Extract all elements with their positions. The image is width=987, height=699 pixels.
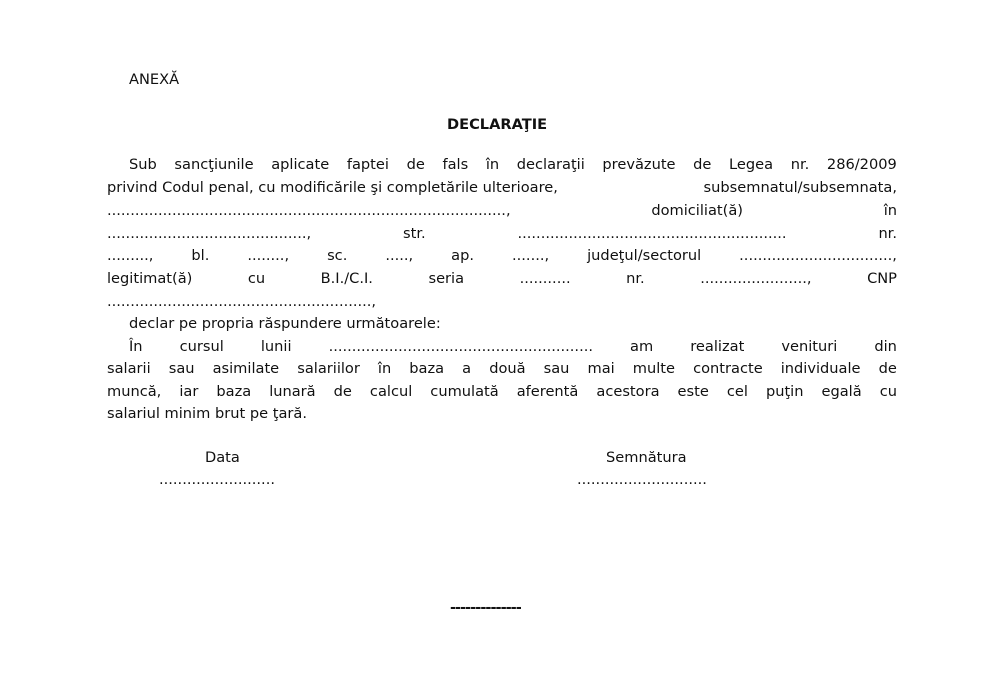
- text-word: str.: [403, 225, 426, 242]
- paragraph-2-line: [107, 359, 897, 379]
- text-word: salarii: [107, 360, 151, 377]
- text-word: legitimat(ă): [107, 270, 193, 287]
- text-word: individuale: [780, 360, 861, 377]
- blank-field-dots: .......,: [512, 247, 550, 264]
- text-word: nr.: [878, 225, 897, 242]
- text-word: aferentă: [516, 383, 579, 400]
- blank-field-dots: .........................................................: [328, 338, 593, 355]
- text-word: contracte: [693, 360, 763, 377]
- text-word: domiciliat(ă): [651, 202, 743, 219]
- text-word: cel: [726, 383, 748, 400]
- text-word: faptei: [346, 156, 389, 173]
- blank-field-dots: ........,: [247, 247, 290, 264]
- text-word: calcul: [369, 383, 413, 400]
- text-word: nr.: [790, 156, 810, 173]
- text-word: multe: [632, 360, 676, 377]
- text-word: sau: [168, 360, 195, 377]
- text-word: subsemnatul/subsemnata,: [703, 179, 897, 196]
- text-word: egală: [821, 383, 862, 400]
- document-title: DECLARAŢIE: [447, 116, 548, 133]
- text-word: este: [677, 383, 709, 400]
- text-word: iar: [179, 383, 199, 400]
- text-word: salariul minim brut pe ţară.: [107, 405, 307, 422]
- paragraph-1-line: [107, 224, 897, 244]
- paragraph-1-line: [129, 155, 897, 175]
- text-word: salariilor: [297, 360, 360, 377]
- text-word: declaraţii: [516, 156, 585, 173]
- signature-label: Semnătura: [606, 449, 687, 466]
- text-word: muncă,: [107, 383, 162, 400]
- text-word: sau: [543, 360, 570, 377]
- signature-field-dots: ............................: [577, 471, 707, 488]
- text-word: fals: [442, 156, 469, 173]
- text-word: 286/2009: [826, 156, 897, 173]
- text-word: am: [630, 338, 654, 355]
- declaration-statement: declar pe propria răspundere următoarele:: [129, 315, 441, 332]
- text-word: prevăzute: [602, 156, 676, 173]
- text-word: mai: [587, 360, 615, 377]
- text-word: nr.: [626, 270, 645, 287]
- text-word: privind Codul penal, cu modificările şi completările ulterioare,: [107, 179, 558, 196]
- paragraph-1-line: [107, 201, 897, 221]
- blank-field-dots: ..........................................................: [517, 225, 787, 242]
- text-word: B.I./C.I.: [320, 270, 373, 287]
- text-word: în: [377, 360, 392, 377]
- date-label: Data: [205, 449, 240, 466]
- text-word: din: [874, 338, 897, 355]
- blank-field-dots: ......................................................................................,: [107, 202, 511, 219]
- text-word: bl.: [191, 247, 210, 264]
- blank-field-dots: .........................................................,: [107, 293, 377, 310]
- text-word: cursul: [179, 338, 224, 355]
- paragraph-1-line: [107, 246, 897, 266]
- paragraph-1-line: [107, 269, 897, 289]
- text-word: două: [489, 360, 526, 377]
- text-word: În: [129, 338, 143, 355]
- paragraph-2-line: [107, 382, 897, 402]
- text-word: în: [485, 156, 500, 173]
- text-word: judeţul/sectorul: [587, 247, 702, 264]
- text-word: Sub: [129, 156, 157, 173]
- text-word: acestora: [596, 383, 660, 400]
- text-word: cu: [879, 383, 897, 400]
- text-word: în: [883, 202, 897, 219]
- text-word: de: [878, 360, 897, 377]
- text-word: puţin: [765, 383, 804, 400]
- paragraph-2-line: [129, 337, 897, 357]
- text-word: de: [693, 156, 712, 173]
- text-word: aplicate: [271, 156, 330, 173]
- text-word: de: [333, 383, 352, 400]
- annex-label: ANEXĂ: [129, 71, 180, 88]
- text-word: sancţiunile: [174, 156, 254, 173]
- text-word: cumulată: [430, 383, 499, 400]
- paragraph-1-line: [107, 178, 897, 198]
- text-word: a: [462, 360, 472, 377]
- paragraph-2-line: [107, 404, 307, 424]
- blank-field-dots: ...........................................,: [107, 225, 312, 242]
- text-word: de: [406, 156, 425, 173]
- text-word: realizat: [690, 338, 745, 355]
- text-word: sc.: [327, 247, 348, 264]
- text-word: cu: [247, 270, 266, 287]
- text-word: lunară: [269, 383, 316, 400]
- blank-field-dots: .........,: [107, 247, 154, 264]
- text-word: lunii: [260, 338, 292, 355]
- blank-field-dots: .................................,: [739, 247, 897, 264]
- paragraph-1-line: [107, 292, 376, 312]
- blank-field-dots: .......................,: [700, 270, 812, 287]
- text-word: baza: [409, 360, 445, 377]
- text-word: venituri: [781, 338, 838, 355]
- blank-field-dots: ...........: [519, 270, 571, 287]
- text-word: Legea: [729, 156, 774, 173]
- date-field-dots: .........................: [159, 471, 275, 488]
- text-word: seria: [428, 270, 465, 287]
- text-word: asimilate: [212, 360, 280, 377]
- text-word: baza: [216, 383, 252, 400]
- text-word: ap.: [451, 247, 475, 264]
- blank-field-dots: .....,: [385, 247, 414, 264]
- footer-separator: --------------: [450, 599, 521, 616]
- text-word: CNP: [867, 270, 897, 287]
